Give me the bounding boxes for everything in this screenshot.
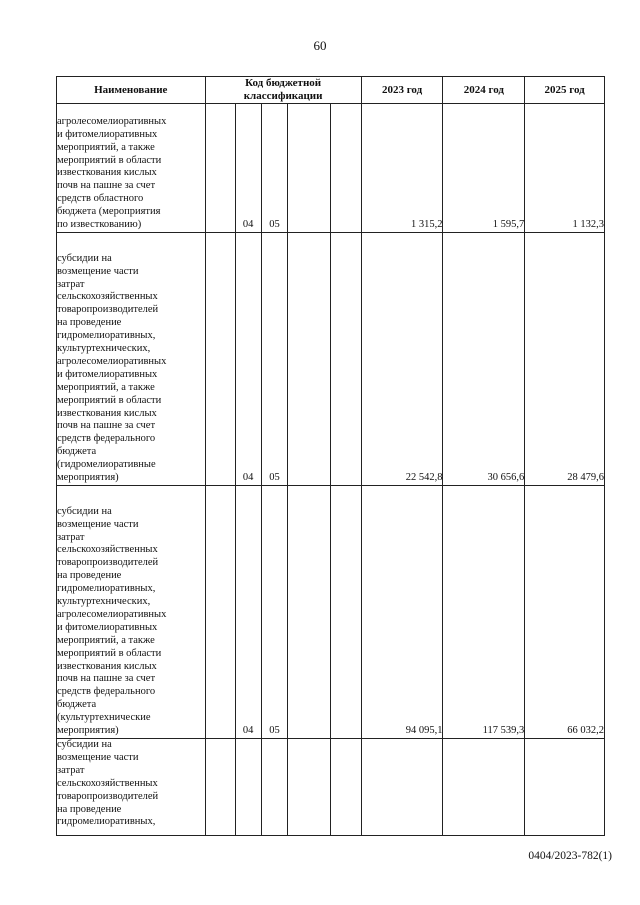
subsection-code: 05	[261, 486, 288, 739]
header-2025: 2025 год	[525, 77, 605, 104]
row-name	[57, 233, 206, 486]
code-cell-empty	[205, 486, 235, 739]
value-2024: 30 656,6	[443, 233, 525, 486]
table-row	[57, 486, 605, 739]
code-cell-empty	[205, 104, 235, 233]
value-2025: 66 032,2	[525, 486, 605, 739]
code-cell-empty	[331, 739, 361, 836]
row-name	[57, 739, 206, 836]
code-cell-empty	[331, 486, 361, 739]
code-cell-empty	[288, 486, 331, 739]
section-code: 04	[235, 233, 261, 486]
value-2023: 22 542,8	[361, 233, 443, 486]
row-name-text: субсидии на возмещение части затрат сельскохозяйственных товаропроизводителей на проведение гидромелиоративных, культуртехнических, агролесомелиоративных и фитомелиоративных мероприятий, а также мероприятий в области известкования кислых почв на пашне за счет средств федерального бюджета (культуртехнические мероприятия)	[57, 505, 167, 737]
section-code: 04	[235, 486, 261, 739]
value-2023	[361, 739, 443, 836]
code-cell-empty	[288, 104, 331, 233]
header-2023: 2023 год	[361, 77, 443, 104]
row-name-text: субсидии на возмещение части затрат сельскохозяйственных товаропроизводителей на проведение гидромелиоративных,	[57, 739, 159, 828]
value-2024: 117 539,3	[443, 486, 525, 739]
value-2024	[443, 739, 525, 836]
header-budget-code: Код бюджетной классификации	[205, 77, 361, 104]
code-cell-empty	[205, 233, 235, 486]
subsection-code: 05	[261, 104, 288, 233]
header-2024: 2024 год	[443, 77, 525, 104]
row-name	[57, 104, 206, 233]
subsection-code: 05	[261, 233, 288, 486]
value-2023: 94 095,1	[361, 486, 443, 739]
document-id: 0404/2023-782(1)	[528, 850, 612, 862]
code-cell-empty	[331, 233, 361, 486]
value-2025: 1 132,3	[525, 104, 605, 233]
code-cell-empty	[288, 233, 331, 486]
value-2023: 1 315,2	[361, 104, 443, 233]
table-header-row	[57, 77, 605, 104]
value-2025	[525, 739, 605, 836]
budget-table	[56, 76, 605, 836]
code-cell-empty	[331, 104, 361, 233]
page-number: 60	[313, 38, 327, 53]
table-row	[57, 104, 605, 233]
row-name-text: субсидии на возмещение части затрат сельскохозяйственных товаропроизводителей на проведение гидромелиоративных, культуртехнических, агролесомелиоративных и фитомелиоративных мероприятий, а также мероприятий в области известкования кислых почв на пашне за счет средств федерального бюджета (гидромелиоративные мероприятия)	[57, 252, 167, 484]
row-name-text: агролесомелиоративных и фитомелиоративных мероприятий, а также мероприятий в области известкования кислых почв на пашне за счет средств областного бюджета (мероприятия по известкованию)	[57, 115, 167, 231]
header-name: Наименование	[57, 77, 206, 104]
code-cell-empty	[288, 739, 331, 836]
subsection-code	[261, 739, 288, 836]
table-row	[57, 739, 605, 836]
row-name	[57, 486, 206, 739]
table-row	[57, 233, 605, 486]
section-code: 04	[235, 104, 261, 233]
value-2024: 1 595,7	[443, 104, 525, 233]
value-2025: 28 479,6	[525, 233, 605, 486]
code-cell-empty	[205, 739, 235, 836]
section-code	[235, 739, 261, 836]
